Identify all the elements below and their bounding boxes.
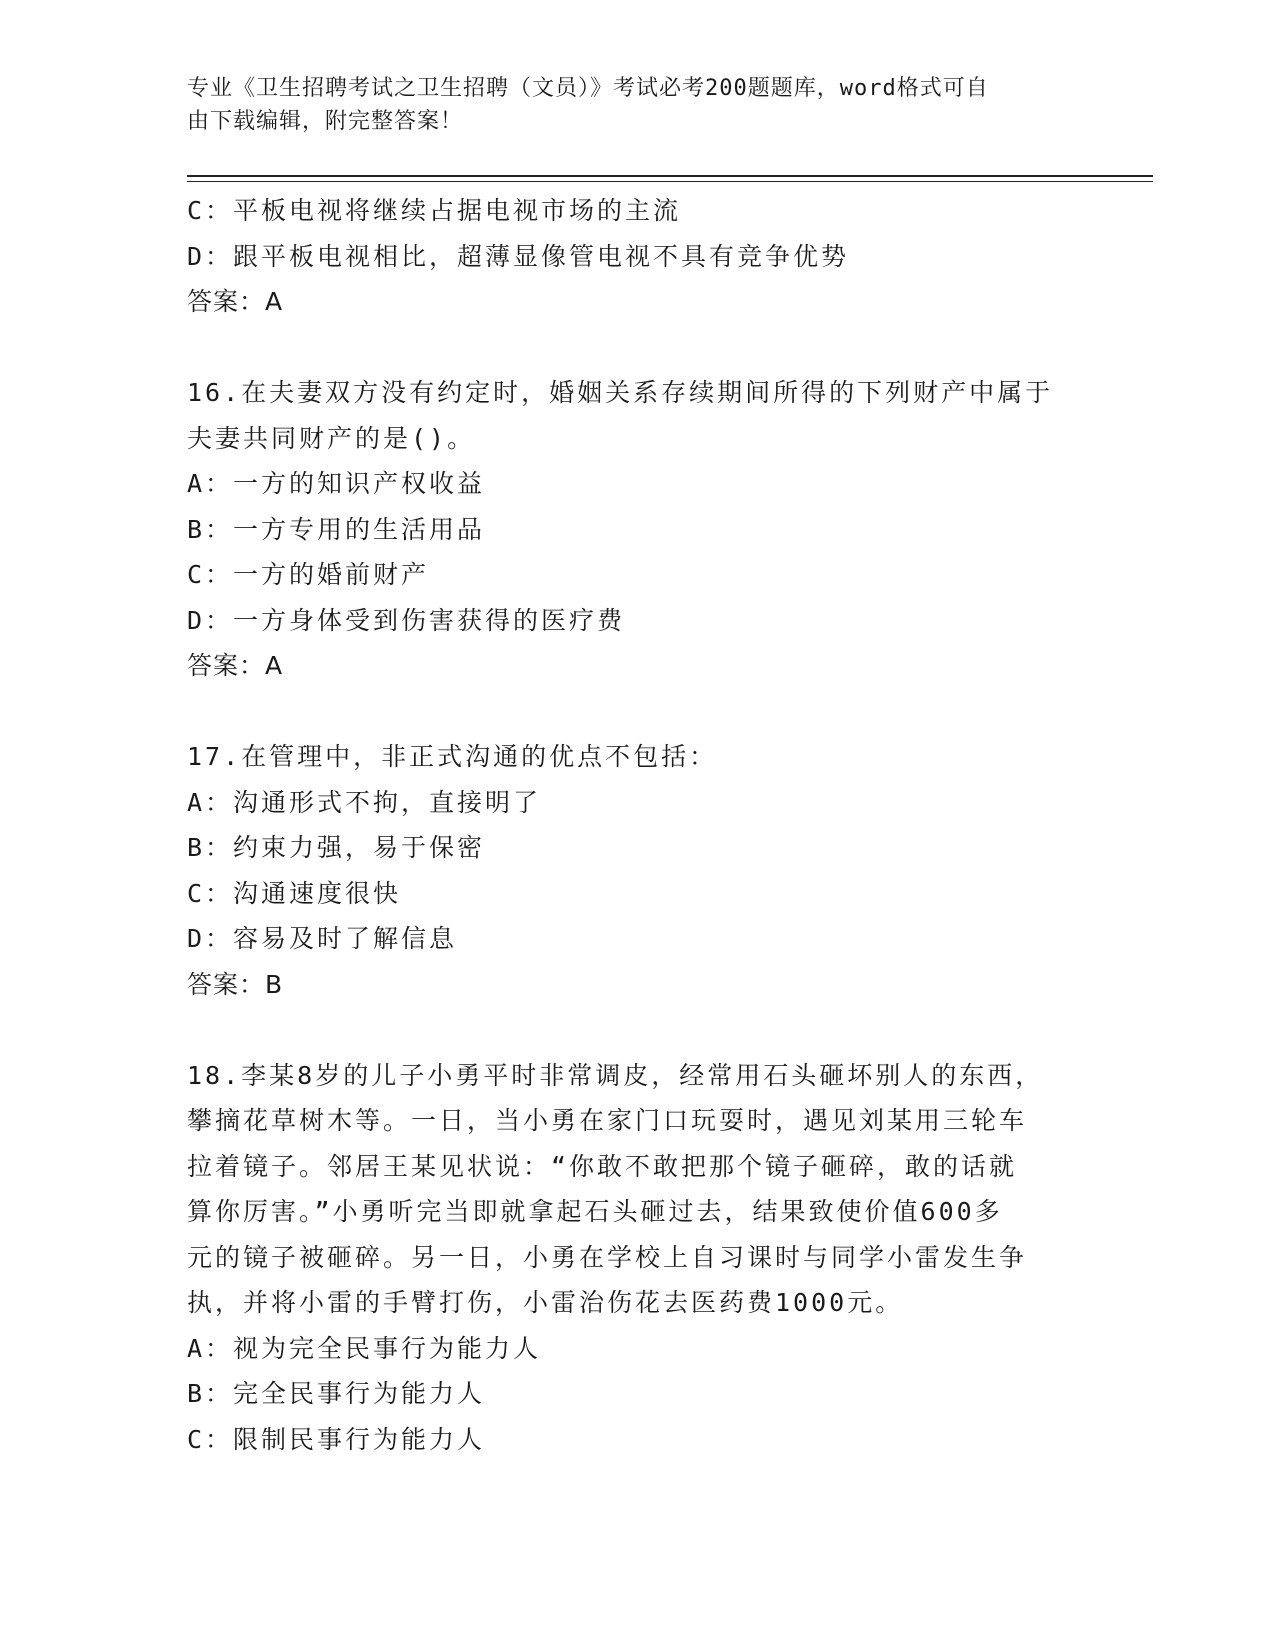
question-stem: 元的镜子被砸碎。另一日，小勇在学校上自习课时与同学小雷发生争 <box>187 1242 1028 1272</box>
option-d: D：跟平板电视相比，超薄显像管电视不具有竞争优势 <box>187 241 850 271</box>
question-17 <box>187 734 1067 1007</box>
document-body <box>187 188 1067 1462</box>
spacer <box>187 689 1067 735</box>
option-c: C：限制民事行为能力人 <box>187 1424 486 1454</box>
option-c: C：一方的婚前财产 <box>187 560 430 589</box>
option-a: A：沟通形式不拘，直接明了 <box>187 787 542 817</box>
question-stem: 算你厉害。”小勇听完当即就拿起石头砸过去，结果致使价值600多 <box>187 1197 1003 1226</box>
option-a: A：一方的知识产权收益 <box>187 469 486 498</box>
question-stem: 16.在夫妻双方没有约定时，婚姻关系存续期间所得的下列财产中属于 <box>187 378 1054 407</box>
option-c: C：平板电视将继续占据电视市场的主流 <box>187 196 682 225</box>
option-c: C：沟通速度很快 <box>187 878 402 908</box>
option-b: B：完全民事行为能力人 <box>187 1379 486 1408</box>
question-18 <box>187 1053 1067 1463</box>
question-16 <box>187 370 1067 689</box>
header-rule-thin <box>187 181 1153 182</box>
question-stem: 拉着镜子。邻居王某见状说：“你敢不敢把那个镜子砸碎，敢的话就 <box>187 1151 1018 1181</box>
question-stem: 攀摘花草树木等。一日，当小勇在家门口玩耍时，遇见刘某用三轮车 <box>187 1106 1028 1135</box>
option-b: B：约束力强，易于保密 <box>187 833 486 862</box>
option-a: A：视为完全民事行为能力人 <box>187 1333 542 1363</box>
answer: 答案：B <box>187 969 284 999</box>
header-line-1: 专业《卫生招聘考试之卫生招聘（文员）》考试必考200题题库，word格式可自 <box>187 76 989 101</box>
document-header <box>187 72 1067 138</box>
option-b: B：一方专用的生活用品 <box>187 514 486 544</box>
question-stem: 夫妻共同财产的是()。 <box>187 423 476 453</box>
answer: 答案：A <box>187 651 284 680</box>
question-stem: 17.在管理中，非正式沟通的优点不包括： <box>187 742 718 771</box>
option-d: D：容易及时了解信息 <box>187 924 458 953</box>
header-line-2: 由下载编辑，附完整答案！ <box>187 109 464 134</box>
question-stem: 18.李某8岁的儿子小勇平时非常调皮，经常用石头砸坏别人的东西， <box>187 1060 1044 1090</box>
answer: 答案：A <box>187 287 284 316</box>
question-15-tail <box>187 188 1067 325</box>
spacer <box>187 1007 1067 1053</box>
question-stem: 执，并将小雷的手臂打伤，小雷治伤花去医药费1000元。 <box>187 1288 904 1317</box>
option-d: D：一方身体受到伤害获得的医疗费 <box>187 605 626 635</box>
spacer <box>187 325 1067 371</box>
header-rule-thick <box>187 175 1153 177</box>
